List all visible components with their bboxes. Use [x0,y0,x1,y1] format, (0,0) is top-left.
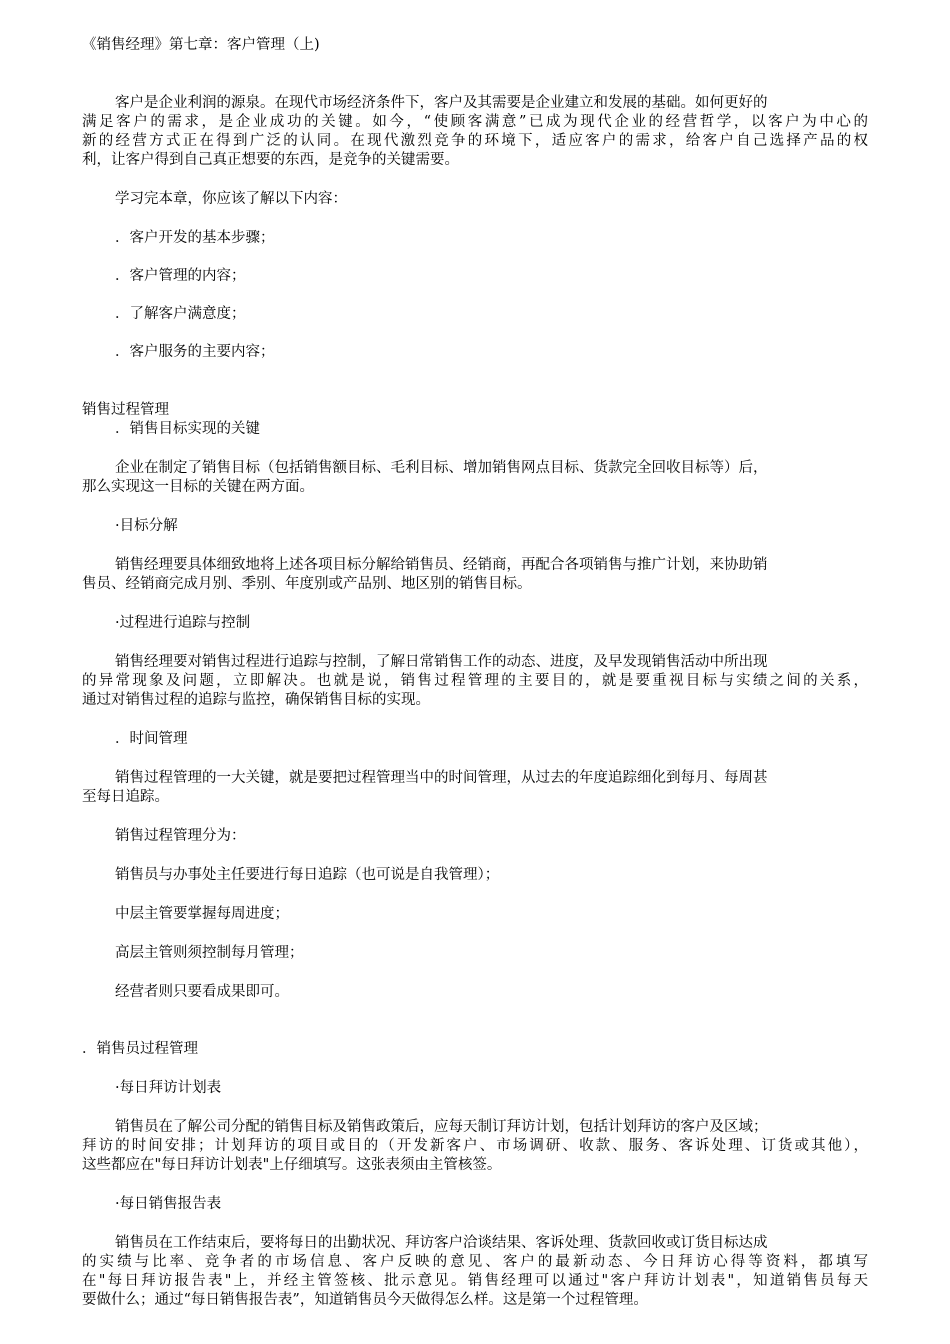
bullet-heading: ·每日销售报告表 [115,1196,222,1212]
bullet-heading: ·每日拜访计划表 [115,1080,222,1096]
paragraph-line: 的实绩与比率、竞争者的市场信息、客户反映的意见、客户的最新动态、今日拜访心得等资料，都填写 [82,1254,868,1270]
paragraph-line: 销售过程管理分为： [115,828,246,844]
paragraph-line: 的异常现象及问题，立即解决。也就是说，销售过程管理的主要目的，就是要重视目标与实绩之间的关系， [82,673,868,689]
subsection-title: ．时间管理 [115,731,188,747]
document-header: 《销售经理》第七章：客户管理（上) [82,37,320,53]
paragraph-line: 通过对销售过程的追踪与监控，确保销售目标的实现。 [82,692,430,708]
objective-item: ．客户管理的内容； [115,268,246,284]
paragraph-line: 销售员在了解公司分配的销售目标及销售政策后，应每天制订拜访计划，包括计划拜访的客户及区域； [115,1119,768,1135]
section-title: 销售过程管理 [82,402,169,418]
bullet-heading: ·过程进行追踪与控制 [115,615,251,631]
paragraph-line: 销售经理要具体细致地将上述各项目标分解给销售员、经销商，再配合各项销售与推广计划，来协助销 [115,557,768,573]
paragraph-line: 销售员与办事处主任要进行每日追踪（也可说是自我管理）； [115,867,500,883]
objective-item: ．客户开发的基本步骤； [115,230,275,246]
paragraph-line: 那么实现这一目标的关键在两方面。 [82,479,314,495]
paragraph-line: 企业在制定了销售目标（包括销售额目标、毛利目标、增加销售网点目标、货款完全回收目标等）后， [115,460,768,476]
objective-item: ．客户服务的主要内容； [115,344,275,360]
paragraph-line: 销售员在工作结束后，要将每日的出勤状况、拜访客户洽谈结果、客诉处理、货款回收或订货目标达成 [115,1235,768,1251]
paragraph-line: 要做什么；通过“每日销售报告表”，知道销售员今天做得怎么样。这是第一个过程管理。 [82,1292,648,1308]
intro-line-3: 新的经营方式正在得到广泛的认同。在现代激烈竞争的环境下，适应客户的需求，给客户自己选择产品的权 [82,133,868,149]
paragraph-line: 经营者则只要看成果即可。 [115,984,289,1000]
paragraph-line: 售员、经销商完成月别、季别、年度别或产品别、地区别的销售目标。 [82,576,532,592]
intro-line-2: 满足客户的需求，是企业成功的关键。如今，“使顾客满意”已成为现代企业的经营哲学，以客户为中心的 [82,114,868,130]
paragraph-line: 在"每日拜访报告表"上，并经主管签核、批示意见。销售经理可以通过"客户拜访计划表"，知道销售员每天 [82,1273,868,1289]
paragraph-line: 至每日追踪。 [82,789,169,805]
intro-line-4: 利，让客户得到自己真正想要的东西，是竞争的关键需要。 [82,152,459,168]
bullet-heading: ·目标分解 [115,518,178,534]
paragraph-line: 这些都应在"每日拜访计划表"上仔细填写。这张表须由主管核签。 [82,1157,502,1173]
subsection-title: ．销售目标实现的关键 [115,421,260,437]
paragraph-line: 高层主管则须控制每月管理； [115,945,304,961]
paragraph-line: 销售经理要对销售过程进行追踪与控制，了解日常销售工作的动态、进度，及早发现销售活动中所出现 [115,654,768,670]
learn-prompt: 学习完本章，你应该了解以下内容： [115,191,347,207]
paragraph-line: 销售过程管理的一大关键，就是要把过程管理当中的时间管理，从过去的年度追踪细化到每月、每周甚 [115,770,768,786]
section-title: ．销售员过程管理 [82,1041,198,1057]
paragraph-line: 拜访的时间安排；计划拜访的项目或目的（开发新客户、市场调研、收款、服务、客诉处理、订货或其他）， [82,1138,868,1154]
intro-line-1: 客户是企业利润的源泉。在现代市场经济条件下，客户及其需要是企业建立和发展的基础。如何更好的 [115,95,768,111]
objective-item: ．了解客户满意度； [115,306,246,322]
paragraph-line: 中层主管要掌握每周进度； [115,906,289,922]
